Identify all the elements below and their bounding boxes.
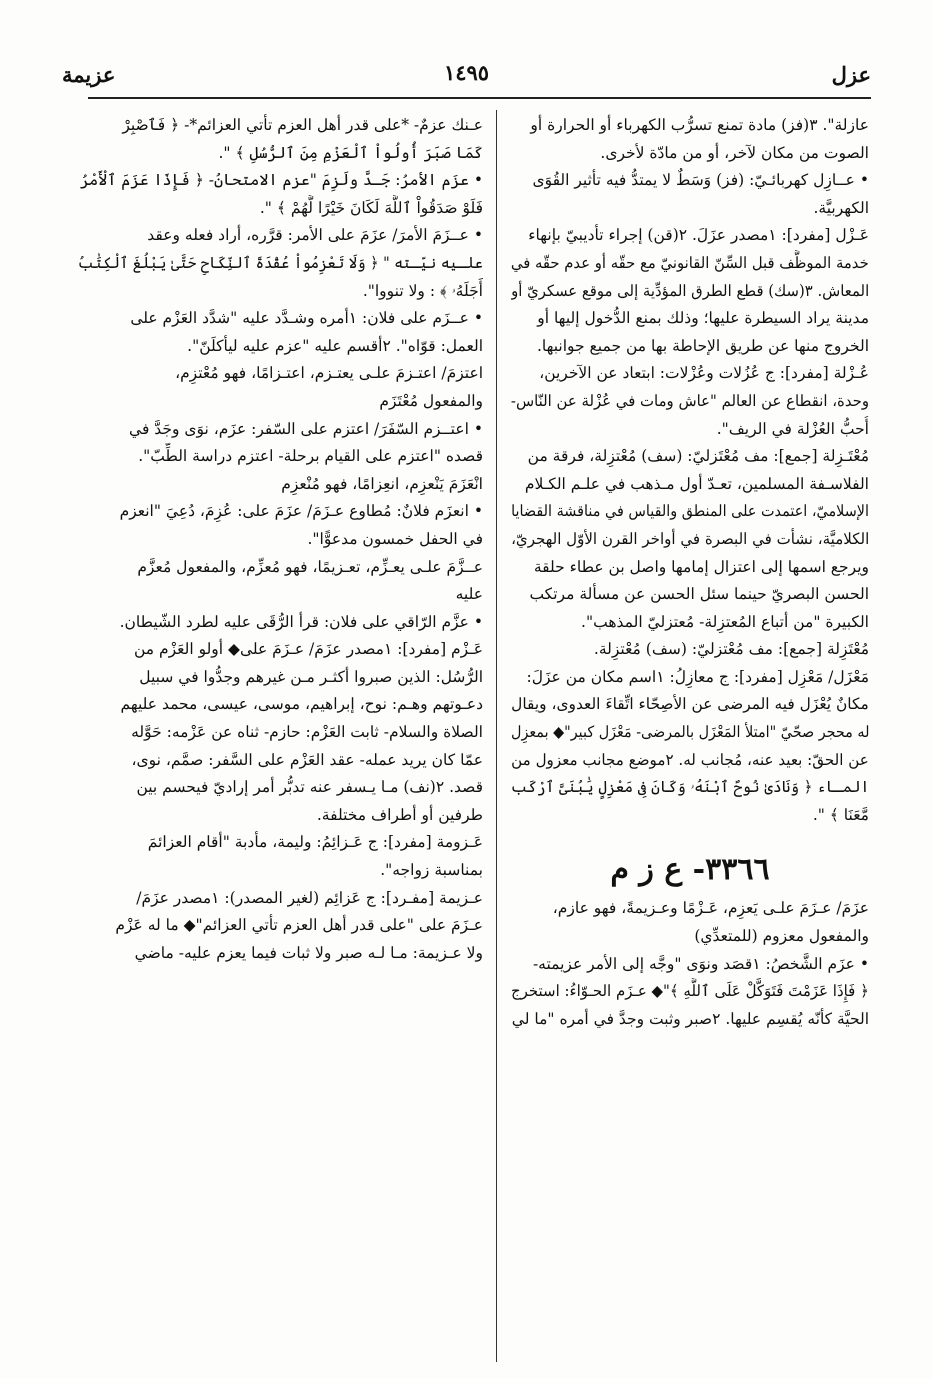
- text-line: كَمَا صَبَرَ أُولُواْ ٱلْعَزْمِ مِنَ ٱلرُّسُلِ ﴾ ".: [218, 143, 483, 162]
- text-line: عـزَمَ على "على قدر أهل العزم تأتي العزائم"◆ ما له عَزْم: [115, 916, 483, 935]
- text-line: عـزيمة [مفـرد]: ج عَزائِم (لغير المصدر): ١مصدر عزَمَ/: [136, 888, 483, 907]
- text-line: مكانٌ يُعْزَل فيه المرضى عن الأصِحّاء اتِّقاءَ العدوى، ويقال: [511, 695, 869, 714]
- text-line: علـيه نيّـته " ﴿ وَلَا تَعْزِمُواْ عُقْدَةَ ٱلنِّكَاحِ حَتَّىٰ يَبْلُغَ ٱلْكِتَٰبُ: [78, 253, 483, 272]
- text-line: الحسن البصريّ حينما سئل الحسن عن مسألة مرتكب: [529, 585, 869, 604]
- guide-word-right: عزل: [831, 62, 871, 87]
- right-column-entries-a: [511, 112, 869, 829]
- text-line: الكبيرة "من أتباع المُعتزِلة- مُعتزليّ المذهب".: [581, 612, 869, 631]
- text-line: الصلاة والسلام- ثابت العَزْم: حازم- ثناه عن عَزْمه: حَوَّله: [131, 723, 483, 742]
- column-divider: [496, 110, 497, 1362]
- text-line: • عزَم الشَّخصُ: ١قصَد ونوَى "وجَّه إلى الأمر عزيمته-: [532, 954, 869, 973]
- text-line: • عزَّم الرّاقي على فلان: قرأ الرُّقَى عليه لطرد الشّيطان.: [119, 612, 483, 631]
- root-heading: ٣٣٦٦- ع ز م: [610, 852, 770, 888]
- text-line: والمفعول مُعْتَزَم: [379, 391, 483, 410]
- text-line: وحدة، انقطاع عن العالم "عاش ومات في عُزْلة عن النّاس-: [511, 391, 869, 410]
- text-line: ولا عـزيمة: مـا لـه صبر ولا ثبات فيما يعزم عليه- ماضي: [134, 943, 483, 962]
- text-line: مُعْتَـزِلة [جمع]: مف مُعْتَزليّ: (سف) مُعْتزِلة، فرقة من: [527, 447, 869, 466]
- text-line: اعتزمَ/ اعتـزمَ علـى يعتـزم، اعتـزامًا، فهو مُعْتزِم،: [175, 364, 483, 383]
- text-line: مُعْتَزِلة [جمع]: مف مُعْتزليّ: (سف) مُعْتزِلة.: [593, 640, 869, 659]
- text-line: عمّا كان يريد عمله- عقد العَزْم على السَّفر: صمَّم، نوى،: [131, 750, 483, 769]
- text-line: المـاء ﴿ وَنَادَىٰ نُوحٌ ٱبْنَهُۥ وَكَانَ فِى مَعْزِلٍ يَٰبُنَىَّ ٱرْكَب: [511, 778, 869, 797]
- text-line: فَلَوْ صَدَقُواْ ٱللَّهَ لَكَانَ خَيْرًا لَّهُمْ ﴾ ".: [259, 198, 483, 217]
- right-column: [511, 112, 869, 1362]
- text-line: عَـزومة [مفرد]: ج عَـزائِمُ: وليمة، مأدبة "أقام العزائمَ: [147, 833, 483, 852]
- text-line: عــزَّمَ علـى يعـزِّم، تعـزيمًا، فهو مُعزِّم، والمفعول مُعزَّم: [137, 557, 483, 576]
- text-line: بمناسبة زواجه".: [380, 861, 483, 880]
- guide-word-left: عزيمة: [62, 62, 116, 87]
- text-line: الفلاسـفة المسلمين، تعـدّ أول مـذهب في علـم الكـلام: [524, 474, 869, 493]
- right-column-entries-b: [511, 895, 869, 1033]
- text-line: قصد. ٢(نف) مـا يـسفر عنه تدبُّر أمر إراديّ فيحسم بين: [136, 778, 483, 797]
- text-line: المعاش. ٣(سك) قطع الطرق المؤدِّية إلى موقع عسكريّ أو: [511, 281, 869, 300]
- text-line: • اعتــزم السّفَرَ/ اعتزم على السّفر: عزَم، نوَى وجَدَّ في: [129, 419, 483, 438]
- text-line: عازلة". ٣(فز) مادة تمنع تسرُّب الكهرباء أو الحرارة أو: [530, 116, 869, 134]
- text-line: • انعزَم فلانٌ: مُطاوع عـزَمَ/ عزَمَ على: عُزِمَ، دُعِيَ "انعزم: [119, 502, 483, 521]
- text-line: ﴿ فَإِذَا عَزَمْتَ فَتَوَكَّلْ عَلَى ٱللَّهِ ﴾"◆ عـزَم الحـوّاءُ: استخرج: [511, 982, 869, 1001]
- text-line: الخروج منها عن طريق الإحاطة بها من جميع جوانبها.: [536, 336, 869, 355]
- text-line: عُـزْلة [مفرد]: ج عُزُلات وعُزْلات: ابتعاد عن الآخرين،: [539, 364, 869, 383]
- text-line: مدينة يراد السيطرة عليها؛ وذلك بمنع الدُّخول إليها أو: [537, 309, 869, 328]
- text-line: الحيَّة كأنّه يُقسِم عليها. ٢صبر وثبت وجدَّ في أمره "ما لي: [511, 1009, 869, 1028]
- text-line: عزَمَ/ عـزَمَ علـى يَعزِم، عَـزْمًا وعـزيمةً، فهو عازم،: [552, 899, 869, 918]
- text-line: قصده "اعتزم على القيام برحلة- اعتزم دراسة الطِّبّ".: [138, 447, 483, 466]
- text-line: في الحفل خمسون مدعوًّا".: [307, 529, 483, 548]
- page-header: [62, 60, 871, 98]
- text-line: عن الحقّ: بعيد عنه، مُجانب له. ٢موضع مجانب معزول من: [511, 750, 869, 769]
- text-line: • عــزَم على فلان: ١أمره وشـدَّد عليه "شدَّد العَزْم على: [130, 309, 483, 328]
- text-line: • عــازِل كهربائـيّ: (فز) وَسَطٌ لا يمتدُّ فيه تأثير القُوَى: [532, 171, 869, 190]
- text-line: العمل: قوّاه". ٢أقسم عليه "عزم عليه ليأكلَنّ".: [187, 336, 483, 355]
- text-line: أُحبُّ العُزْلة في الريف".: [716, 419, 869, 438]
- text-line: الكلاميَّة، نشأت في البصرة في أواخر القرن الأوّل الهجريّ،: [511, 529, 869, 548]
- text-line: عـنك عزمٌ- *على قدر أهل العزم تأتي العزائم*- ﴿ فَٱصْبِرْ: [122, 116, 483, 134]
- text-line: مَعْزَل/ مَعْزِل [مفرد]: ج معازِلُ: ١اسم مكان من عزَلَ:: [526, 667, 869, 686]
- left-column-entries: [78, 112, 483, 967]
- text-line: انْعَزَمَ يَنْعزِم، انعِزامًا، فهو مُنْعزِم: [281, 474, 483, 493]
- text-line: والمفعول معزوم (للمتعدِّي): [694, 927, 869, 946]
- text-line: عَـزْم [مفرد]: ١مصدر عزَمَ/ عـزَمَ على◆ أولو العَزْم من: [133, 640, 483, 659]
- text-line: • عــزَمَ الأمرَ/ عزَمَ على الأمر: قرَّره، أراد فعله وعقد: [147, 226, 483, 245]
- text-line: ويرجع اسمها إلى اعتزال إمامها واصل بن عطاء حلقة: [533, 557, 869, 576]
- header-rule: [88, 97, 871, 99]
- left-column: [78, 112, 483, 1362]
- text-line: له محجر صحّيّ "امتلأ المَعْزَل بالمرضى- مَعْزَل كبير"◆ بمعزِل: [511, 723, 869, 742]
- page-number: ١٤٩٥: [443, 60, 490, 85]
- text-line: الإسلاميّ، اعتمدت على المنطق والقياس في مناقشة القضايا: [511, 502, 869, 521]
- text-line: الرُّسُل: الذين صبروا أكثـر مـن غيرهم وجدُّوا في سبيل: [139, 667, 483, 686]
- text-line: مَّعَنَا ﴾ ".: [812, 805, 869, 824]
- text-line: الكهربيَّة.: [813, 198, 869, 217]
- text-line: عَـزْل [مفرد]: ١مصدر عزَلَ. ٢(قن) إجراء تأديبيّ بإنهاء: [528, 226, 869, 245]
- text-line: عليه: [455, 585, 483, 604]
- text-line: أَجَلَهُۥ ﴾ : ولا تنووا".: [362, 281, 483, 300]
- text-line: • عزَم الأمرُ: جَـدَّ ولَزِمَ "عزم الامتحانُ- ﴿ فَإِذَا عَزَمَ ٱلْأَمْرُ: [80, 171, 483, 190]
- text-line: الصوت من مكان لآخر، أو من مادّة لأخرى.: [600, 143, 869, 162]
- text-line: خدمة الموظَّف قبل السِّنّ القانونيّ مع حقّه أو عدم حقّه في: [511, 253, 869, 272]
- text-line: طرفين أو أطراف مختلفة.: [316, 805, 483, 824]
- text-line: دعـوتهم وهـم: نوح، إبراهيم، موسى، عيسى، محمد عليهم: [120, 695, 483, 714]
